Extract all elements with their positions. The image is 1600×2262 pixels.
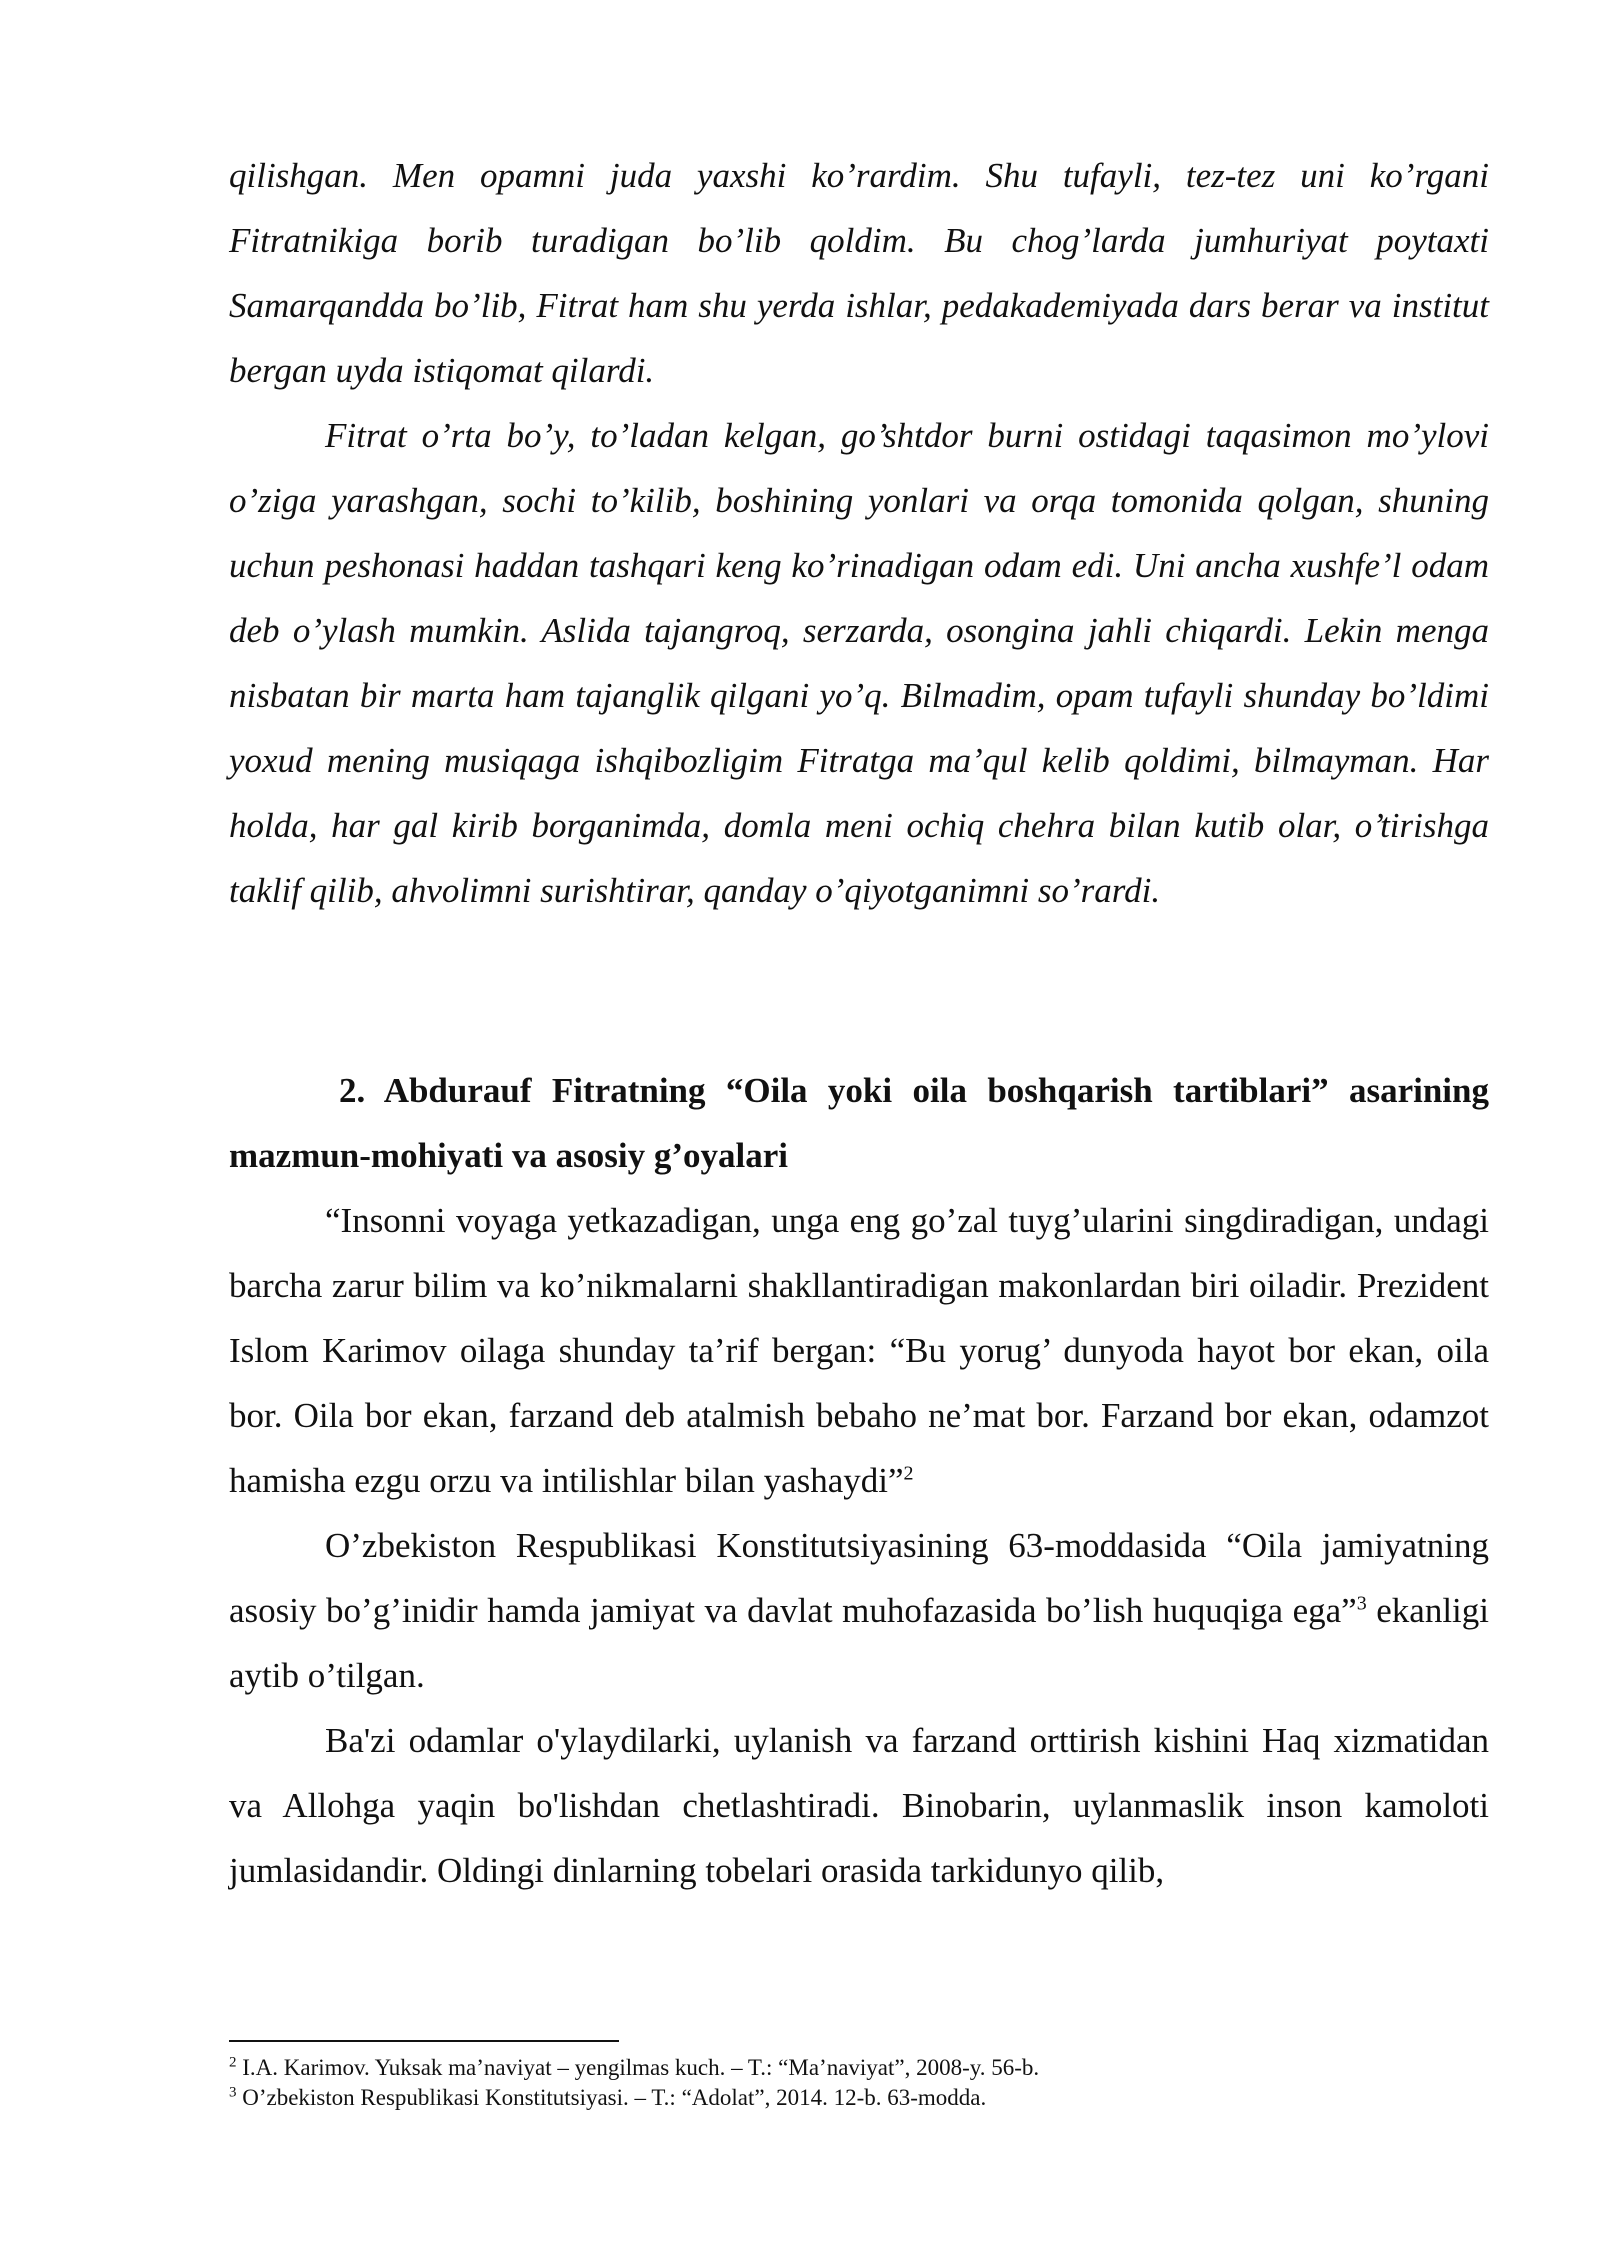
footnote-number: 2	[229, 2054, 237, 2071]
body-paragraph-3: Ba'zi odamlar o'ylaydilarki, uylanish va farzand orttirish kishini Haq xizmatidan va Allohga yaqin bo'lishdan chetlashtiradi. Binobarin, uylanmaslik inson kamoloti jumlasidandir. Oldingi dinlarning tobelari orasida tarkidunyo qilib,	[229, 1721, 1489, 1890]
body-paragraph-1	[229, 1188, 1489, 1513]
footnote-3	[229, 2083, 1489, 2113]
section-heading: 2. Abdurauf Fitratning “Oila yoki oila boshqarish tartiblari” asarining mazmun-mohiyati va asosiy g’oyalari	[229, 1071, 1489, 1175]
footnote-ref-2: 2	[903, 1462, 914, 1485]
footnote-separator	[229, 2040, 619, 2042]
memoir-paragraph-1: qilishgan. Men opamni juda yaxshi ko’rardim. Shu tufayli, tez-tez uni ko’rgani Fitratnikiga borib turadigan bo’lib qoldim. Bu chog’larda jumhuriyat poytaxti Samarqandda bo’lib, Fitrat ham shu yerda ishlar, pedakademiyada dars berar va institut bergan uyda istiqomat qilardi.	[229, 156, 1489, 390]
body-paragraph-2	[229, 1513, 1489, 1708]
footnote-2	[229, 2053, 1489, 2083]
footnotes	[229, 2053, 1489, 2113]
footnote-text: O’zbekiston Respublikasi Konstitutsiyasi. – T.: “Adolat”, 2014. 12-b. 63-modda.	[236, 2085, 987, 2110]
footnote-text: I.A. Karimov. Yuksak ma’naviyat – yengilmas kuch. – T.: “Ma’naviyat”, 2008-y. 56-b.	[236, 2055, 1040, 2080]
memoir-paragraph-2: Fitrat o’rta bo’y, to’ladan kelgan, go’shtdor burni ostidagi taqasimon mo’ylovi o’ziga yarashgan, sochi to’kilib, boshining yonlari va orqa tomonida qolgan, shuning uchun peshonasi haddan tashqari keng ko’rinadigan odam edi. Uni ancha xushfe’l odam deb o’ylash mumkin. Aslida tajangroq, serzarda, osongina jahli chiqardi. Lekin menga nisbatan bir marta ham tajanglik qilgani yo’q. Bilmadim, opam tufayli shunday bo’ldimi yoxud mening musiqaga ishqibozligim Fitratga ma’qul kelib qoldimi, bilmayman. Har holda, har gal kirib borganimda, domla meni ochiq chehra bilan kutib olar, o’tirishga taklif qilib, ahvolimni surishtirar, qanday o’qiyotganimni so’rardi.	[229, 416, 1489, 910]
section-2	[229, 1058, 1489, 1903]
footnote-ref-3: 3	[1356, 1592, 1367, 1615]
body-paragraph-2-text-b: ekanligi aytib o’tilgan.	[229, 1591, 1489, 1695]
body-paragraph-2-text-a: O’zbekiston Respublikasi Konstitutsiyasining 63-moddasida “Oila jamiyatning asosiy bo’g’inidir hamda jamiyat va davlat muhofazasida bo’lish huquqiga ega”	[229, 1526, 1489, 1630]
footnote-number: 3	[229, 2084, 237, 2101]
memoir-passage	[229, 143, 1489, 923]
body-paragraph-1-text: “Insonni voyaga yetkazadigan, unga eng go’zal tuyg’ularini singdiradigan, undagi barcha zarur bilim va ko’nikmalarni shakllantiradigan makonlardan biri oiladir. Prezident Islom Karimov oilaga shunday ta’rif bergan: “Bu yorug’ dunyoda hayot bor ekan, oila bor. Oila bor ekan, farzand deb atalmish bebaho ne’mat bor. Farzand bor ekan, odamzot hamisha ezgu orzu va intilishlar bilan yashaydi”	[229, 1201, 1489, 1500]
